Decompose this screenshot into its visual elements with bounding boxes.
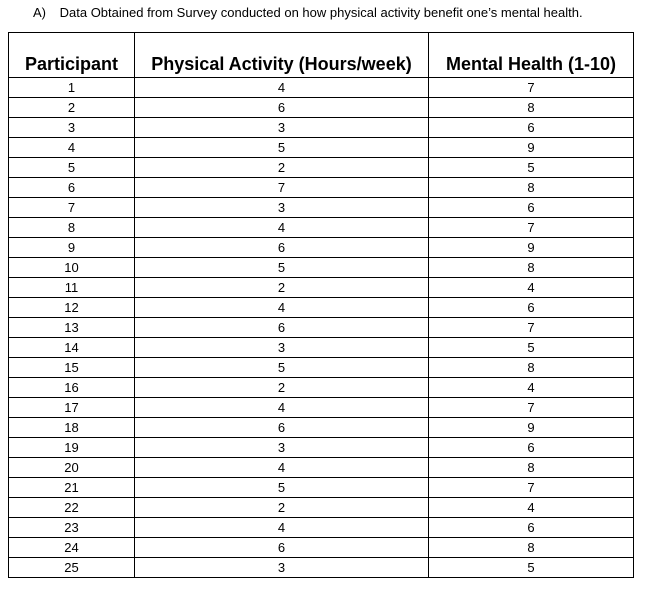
table-caption bbox=[33, 4, 583, 22]
header-participant: Participant bbox=[9, 33, 135, 78]
mental-health-cell: 4 bbox=[429, 378, 634, 398]
physical-activity-cell: 2 bbox=[135, 498, 429, 518]
participant-cell: 21 bbox=[9, 478, 135, 498]
mental-health-cell: 6 bbox=[429, 198, 634, 218]
mental-health-cell: 9 bbox=[429, 238, 634, 258]
physical-activity-cell: 4 bbox=[135, 78, 429, 98]
table-row bbox=[9, 418, 634, 438]
participant-cell: 2 bbox=[9, 98, 135, 118]
mental-health-cell: 7 bbox=[429, 398, 634, 418]
mental-health-cell: 7 bbox=[429, 78, 634, 98]
mental-health-cell: 4 bbox=[429, 498, 634, 518]
participant-cell: 7 bbox=[9, 198, 135, 218]
participant-cell: 19 bbox=[9, 438, 135, 458]
physical-activity-cell: 3 bbox=[135, 558, 429, 578]
table-row bbox=[9, 118, 634, 138]
table-row bbox=[9, 218, 634, 238]
mental-health-cell: 5 bbox=[429, 558, 634, 578]
table-row bbox=[9, 438, 634, 458]
survey-data-table bbox=[8, 32, 634, 578]
table-header-row bbox=[9, 33, 634, 78]
participant-cell: 11 bbox=[9, 278, 135, 298]
participant-cell: 8 bbox=[9, 218, 135, 238]
mental-health-cell: 6 bbox=[429, 118, 634, 138]
table-row bbox=[9, 238, 634, 258]
table-row bbox=[9, 298, 634, 318]
participant-cell: 12 bbox=[9, 298, 135, 318]
participant-cell: 5 bbox=[9, 158, 135, 178]
participant-cell: 23 bbox=[9, 518, 135, 538]
physical-activity-cell: 3 bbox=[135, 338, 429, 358]
table-row bbox=[9, 358, 634, 378]
mental-health-cell: 8 bbox=[429, 458, 634, 478]
physical-activity-cell: 5 bbox=[135, 478, 429, 498]
participant-cell: 6 bbox=[9, 178, 135, 198]
mental-health-cell: 8 bbox=[429, 98, 634, 118]
participant-cell: 1 bbox=[9, 78, 135, 98]
mental-health-cell: 9 bbox=[429, 418, 634, 438]
physical-activity-cell: 5 bbox=[135, 358, 429, 378]
physical-activity-cell: 2 bbox=[135, 378, 429, 398]
mental-health-cell: 8 bbox=[429, 258, 634, 278]
table-row bbox=[9, 478, 634, 498]
physical-activity-cell: 7 bbox=[135, 178, 429, 198]
physical-activity-cell: 5 bbox=[135, 258, 429, 278]
participant-cell: 25 bbox=[9, 558, 135, 578]
table-row bbox=[9, 278, 634, 298]
mental-health-cell: 8 bbox=[429, 358, 634, 378]
table-row bbox=[9, 258, 634, 278]
physical-activity-cell: 6 bbox=[135, 238, 429, 258]
participant-cell: 10 bbox=[9, 258, 135, 278]
physical-activity-cell: 2 bbox=[135, 278, 429, 298]
table-row bbox=[9, 158, 634, 178]
table-row bbox=[9, 558, 634, 578]
physical-activity-cell: 4 bbox=[135, 398, 429, 418]
mental-health-cell: 7 bbox=[429, 218, 634, 238]
physical-activity-cell: 3 bbox=[135, 198, 429, 218]
physical-activity-cell: 4 bbox=[135, 458, 429, 478]
table-row bbox=[9, 98, 634, 118]
physical-activity-cell: 6 bbox=[135, 318, 429, 338]
participant-cell: 22 bbox=[9, 498, 135, 518]
physical-activity-cell: 3 bbox=[135, 118, 429, 138]
participant-cell: 14 bbox=[9, 338, 135, 358]
table-row bbox=[9, 318, 634, 338]
physical-activity-cell: 5 bbox=[135, 138, 429, 158]
caption-label: A) bbox=[33, 5, 46, 20]
mental-health-cell: 5 bbox=[429, 158, 634, 178]
participant-cell: 17 bbox=[9, 398, 135, 418]
table-row bbox=[9, 198, 634, 218]
table-row bbox=[9, 78, 634, 98]
table-body bbox=[9, 78, 634, 578]
participant-cell: 24 bbox=[9, 538, 135, 558]
mental-health-cell: 9 bbox=[429, 138, 634, 158]
physical-activity-cell: 3 bbox=[135, 438, 429, 458]
table-row bbox=[9, 518, 634, 538]
mental-health-cell: 7 bbox=[429, 478, 634, 498]
participant-cell: 9 bbox=[9, 238, 135, 258]
physical-activity-cell: 6 bbox=[135, 418, 429, 438]
table-row bbox=[9, 398, 634, 418]
participant-cell: 3 bbox=[9, 118, 135, 138]
table-row bbox=[9, 338, 634, 358]
table-row bbox=[9, 138, 634, 158]
participant-cell: 20 bbox=[9, 458, 135, 478]
participant-cell: 16 bbox=[9, 378, 135, 398]
table-row bbox=[9, 178, 634, 198]
participant-cell: 4 bbox=[9, 138, 135, 158]
table-row bbox=[9, 378, 634, 398]
mental-health-cell: 4 bbox=[429, 278, 634, 298]
physical-activity-cell: 6 bbox=[135, 98, 429, 118]
physical-activity-cell: 2 bbox=[135, 158, 429, 178]
caption-text: Data Obtained from Survey conducted on how physical activity benefit one’s mental health. bbox=[59, 5, 583, 20]
mental-health-cell: 6 bbox=[429, 298, 634, 318]
mental-health-cell: 8 bbox=[429, 538, 634, 558]
mental-health-cell: 6 bbox=[429, 438, 634, 458]
mental-health-cell: 5 bbox=[429, 338, 634, 358]
physical-activity-cell: 4 bbox=[135, 298, 429, 318]
table-row bbox=[9, 538, 634, 558]
mental-health-cell: 6 bbox=[429, 518, 634, 538]
table-row bbox=[9, 498, 634, 518]
header-mental-health: Mental Health (1-10) bbox=[429, 33, 634, 78]
participant-cell: 18 bbox=[9, 418, 135, 438]
table-row bbox=[9, 458, 634, 478]
mental-health-cell: 7 bbox=[429, 318, 634, 338]
mental-health-cell: 8 bbox=[429, 178, 634, 198]
participant-cell: 15 bbox=[9, 358, 135, 378]
physical-activity-cell: 4 bbox=[135, 518, 429, 538]
physical-activity-cell: 6 bbox=[135, 538, 429, 558]
physical-activity-cell: 4 bbox=[135, 218, 429, 238]
header-physical-activity: Physical Activity (Hours/week) bbox=[135, 33, 429, 78]
participant-cell: 13 bbox=[9, 318, 135, 338]
